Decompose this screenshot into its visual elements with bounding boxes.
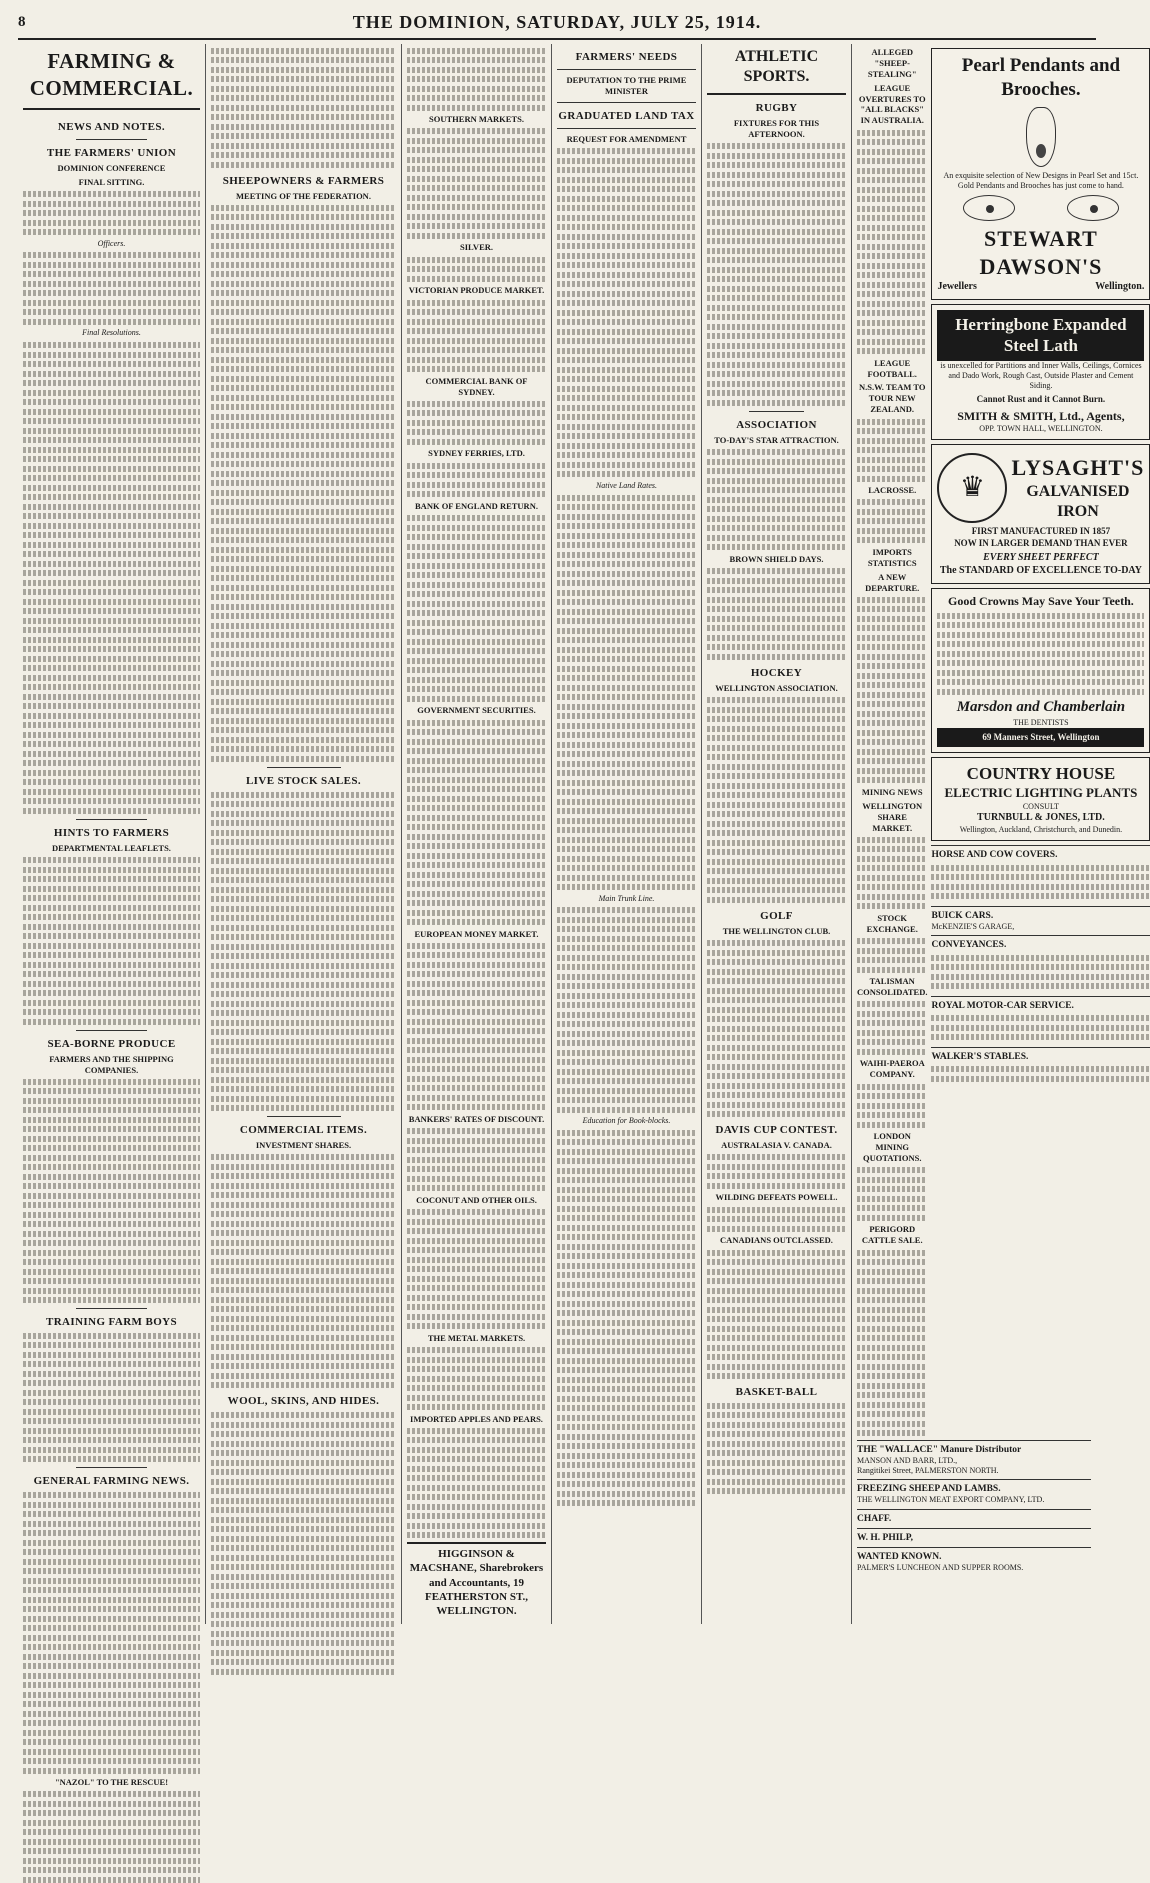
article-text — [557, 1130, 696, 1507]
european-heading: EUROPEAN MONEY MARKET. — [414, 928, 539, 939]
article-text — [707, 1154, 846, 1189]
wellington-club-heading: THE WELLINGTON CLUB. — [722, 925, 831, 936]
dental-ad — [931, 588, 1150, 753]
classified-walker — [931, 1047, 1150, 1089]
iron: IRON — [1057, 503, 1099, 521]
talisman-heading: TALISMAN CONSOLIDATED. — [857, 976, 928, 997]
classified-conveyances — [931, 935, 1150, 996]
column-athletic — [702, 44, 852, 1624]
association-heading: ASSOCIATION — [736, 418, 817, 431]
royal-motor-heading: ROYAL MOTOR-CAR SERVICE. — [931, 1000, 1074, 1011]
turnbull-name: TURNBULL & JONES, LTD. — [977, 811, 1105, 823]
sheepowners-heading: SHEEPOWNERS & FARMERS — [222, 174, 385, 187]
securities-table — [407, 720, 546, 926]
masthead-title: THE DOMINION, SATURDAY, JULY 25, 1914. — [352, 11, 762, 32]
canadians-heading: CANADIANS OUTCLASSED. — [720, 1235, 833, 1246]
alleged-heading: ALLEGED "SHEEP-STEALING" — [867, 47, 917, 79]
article-text — [707, 940, 846, 1117]
classified-philp — [857, 1528, 1091, 1547]
standard: The STANDARD OF EXCELLENCE TO-DAY — [939, 565, 1142, 577]
turnbull-address: Wellington, Auckland, Christchurch, and Dunedin. — [959, 824, 1123, 834]
article-text — [707, 1403, 846, 1495]
first-made: FIRST MANUFACTURED IN 1857 — [971, 526, 1111, 537]
imports-subheading: A NEW DEPARTURE. — [865, 571, 920, 593]
lysaght-brand — [1011, 454, 1144, 523]
officers-heading: Officers. — [97, 238, 126, 248]
article-text — [23, 252, 200, 325]
article-text — [407, 1428, 546, 1539]
article-text — [557, 495, 696, 891]
wool-heading: WOOL, SKINS, AND HIDES. — [227, 1395, 380, 1408]
divider — [557, 128, 696, 129]
sheepowners-subheading: MEETING OF THE FEDERATION. — [236, 190, 371, 201]
hints-heading: HINTS TO FARMERS — [53, 826, 170, 839]
coconut-heading: COCONUT AND OTHER OILS. — [416, 1194, 537, 1205]
page-number: 8 — [18, 13, 26, 30]
wanted-heading: WANTED KNOWN. — [857, 1551, 942, 1562]
article-text — [23, 342, 200, 814]
meat-export: THE WELLINGTON MEAT EXPORT COMPANY, LTD. — [857, 1495, 1045, 1505]
article-text — [857, 499, 927, 543]
article-text — [407, 943, 546, 1111]
column-markets — [402, 44, 552, 1624]
article-text — [211, 792, 396, 1112]
wallace-heading: THE "WALLACE" Manure Distributor — [857, 1444, 1022, 1455]
consult-label: CONSULT — [1022, 801, 1059, 811]
article-text — [211, 205, 396, 762]
pearl-ad-text: An exquisite selection of New Designs in Pearl Set and 15ct. Gold Pendants and Brooches has just come to hand. — [943, 170, 1139, 190]
star-attraction-heading: TO-DAY'S STAR ATTRACTION. — [714, 434, 839, 445]
higginson-footer: HIGGINSON & MACSHANE, Sharebrokers and Accountants, 19 FEATHERSTON ST., WELLINGTON. — [407, 1542, 546, 1617]
davis-cup-heading: DAVIS CUP CONTEST. — [715, 1124, 838, 1136]
wellington-assoc-heading: WELLINGTON ASSOCIATION. — [715, 682, 838, 693]
herringbone-text: is unexcelled for Partitions and Inner Walls, Ceilings, Cornices and Dado Work, Rough Cast, Outside Plaster and Cement Siding. — [940, 361, 1142, 391]
article-text — [857, 130, 927, 355]
column-sheepowners — [206, 44, 402, 1624]
galvanised: GALVANISED — [1026, 482, 1130, 500]
electric-lighting: ELECTRIC LIGHTING PLANTS — [944, 785, 1138, 801]
perigord-heading: PERIGORD CATTLE SALE. — [861, 1224, 923, 1246]
news-heading: NEWS AND NOTES. — [57, 120, 166, 133]
dentists-label: THE DENTISTS — [1013, 717, 1069, 727]
lower-ads — [857, 1440, 1091, 1577]
classified-freezing — [857, 1479, 1091, 1508]
request-heading: REQUEST FOR AMENDMENT — [566, 133, 687, 144]
smith-address: OPP. TOWN HALL, WELLINGTON. — [979, 424, 1103, 434]
article-text — [707, 1250, 846, 1380]
lacrosse-heading: LACROSSE. — [868, 485, 917, 495]
bank-england-heading: BANK OF ENGLAND RETURN. — [415, 500, 538, 511]
imported-heading: IMPORTED APPLES AND PEARS. — [410, 1413, 543, 1424]
palmers: PALMER'S LUNCHEON AND SUPPER ROOMS. — [857, 1562, 1024, 1572]
top-split — [857, 44, 1145, 1440]
column-ads — [852, 44, 1145, 1624]
davis-cup-subheading: AUSTRALASIA V. CANADA. — [721, 1140, 832, 1151]
herringbone-ad — [931, 304, 1150, 441]
manson-name: MANSON AND BARR, LTD., — [857, 1455, 958, 1465]
divider — [76, 819, 147, 820]
basketball-heading: BASKET-BALL — [735, 1386, 818, 1399]
article-text — [707, 143, 846, 406]
lower-left-ads — [857, 1440, 1091, 1577]
seaborne-subheading: FARMERS AND THE SHIPPING COMPANIES. — [49, 1053, 174, 1075]
training-heading: TRAINING FARM BOYS — [45, 1316, 178, 1329]
pearl-ad-title: Pearl Pendants and Brooches. — [961, 55, 1121, 101]
victorian-heading: VICTORIAN PRODUCE MARKET. — [408, 285, 545, 296]
education-heading: Education for Book-blocks. — [582, 1116, 671, 1126]
live-stock-heading: LIVE STOCK SALES. — [245, 774, 362, 787]
nazol-line: "NAZOL" TO THE RESCUE! — [54, 1777, 169, 1788]
article-text — [707, 449, 846, 550]
masthead — [18, 6, 1096, 40]
ads-column — [931, 44, 1150, 1440]
final-resolutions-heading: Final Resolutions. — [82, 328, 141, 338]
article-text — [23, 1079, 200, 1304]
stewart-brand: STEWART DAWSON'S — [979, 225, 1103, 279]
divider — [557, 102, 696, 103]
lysaght-header — [937, 450, 1144, 526]
marsdon-name: Marsdon and Chamberlain — [956, 699, 1126, 716]
horse-heading: HORSE AND COW COVERS. — [931, 849, 1058, 860]
classified-royal-motor — [931, 996, 1150, 1047]
divider — [749, 411, 805, 412]
article-text — [407, 300, 546, 373]
nsw-team-heading: N.S.W. TEAM TO TOUR NEW ZEALAND. — [858, 382, 926, 415]
article-text — [707, 1207, 846, 1232]
herringbone-title: Herringbone Expanded Steel Lath — [937, 310, 1144, 362]
article-text — [857, 1250, 927, 1437]
article-text — [407, 257, 546, 282]
metal-heading: THE METAL MARKETS. — [427, 1332, 526, 1343]
article-text — [857, 1167, 927, 1221]
brooch-icon — [963, 195, 1015, 221]
lysaght-ad — [931, 444, 1150, 584]
final-sitting-heading: FINAL SITTING. — [78, 176, 145, 187]
article-text — [557, 148, 696, 477]
lysaght-name: LYSAGHT'S — [1011, 454, 1145, 480]
general-heading: GENERAL FARMING NEWS. — [33, 1475, 190, 1488]
article-text — [23, 1333, 200, 1463]
rugby-heading: RUGBY — [755, 101, 798, 114]
conveyances-heading: CONVEYANCES. — [931, 939, 1007, 950]
mckenzie: McKENZIE'S GARAGE, — [931, 921, 1015, 931]
stock-exchange-heading: STOCK EXCHANGE. — [866, 912, 918, 934]
article-text — [211, 1412, 396, 1675]
bank-return-table — [407, 515, 546, 702]
article-text — [23, 1492, 200, 1774]
ad-text — [931, 865, 1150, 900]
divider — [76, 1467, 147, 1468]
ad-text — [931, 1015, 1150, 1040]
demand: NOW IN LARGER DEMAND THAN EVER — [954, 537, 1128, 548]
crowns-title: Good Crowns May Save Your Teeth. — [948, 593, 1134, 608]
divider — [76, 139, 147, 140]
divider — [267, 1116, 341, 1117]
article-text — [857, 419, 927, 482]
commercial-heading: COMMERCIAL ITEMS. — [239, 1124, 368, 1137]
article-text — [407, 463, 546, 498]
smith-agents: SMITH & SMITH, Ltd., Agents, — [957, 408, 1125, 423]
divider — [557, 69, 696, 70]
league-subheading: LEAGUE OVERTURES TO "ALL BLACKS" IN AUSTRALIA. — [858, 82, 926, 126]
farmers-needs-heading: FARMERS' NEEDS — [575, 51, 678, 63]
investment-subheading: INVESTMENT SHARES. — [255, 1140, 352, 1151]
sports-news-column — [857, 44, 927, 1440]
imports-heading: IMPORTS STATISTICS — [867, 546, 917, 568]
article-text — [211, 48, 396, 168]
section-title: FARMING & COMMERCIAL. — [23, 44, 200, 110]
league-football-heading: LEAGUE FOOTBALL. — [867, 357, 917, 379]
hockey-heading: HOCKEY — [750, 666, 803, 679]
leaflets-heading: DEPARTMENTAL LEAFLETS. — [52, 842, 171, 853]
share-table — [211, 1154, 396, 1388]
every-sheet: EVERY SHEET PERFECT — [983, 552, 1099, 564]
main-trunk-heading: Main Trunk Line. — [598, 893, 655, 903]
classified-buick — [931, 906, 1150, 935]
wilding-heading: WILDING DEFEATS POWELL. — [715, 1192, 838, 1203]
article-text — [23, 191, 200, 235]
article-text — [407, 128, 546, 239]
article-text — [407, 1209, 546, 1329]
mining-subheading: WELLINGTON SHARE MARKET. — [862, 800, 923, 833]
article-text — [407, 1128, 546, 1191]
bankers-heading: BANKERS' RATES OF DISCOUNT. — [408, 1113, 545, 1124]
divider — [267, 767, 341, 768]
article-text — [857, 938, 927, 973]
commercial-bank-heading: COMMERCIAL BANK OF SYDNEY. — [425, 375, 528, 397]
electric-ad — [931, 757, 1150, 841]
brooch-icon — [1067, 195, 1119, 221]
deputation-heading: DEPUTATION TO THE PRIME MINISTER — [566, 75, 687, 96]
golf-heading: GOLF — [760, 909, 793, 922]
columns — [18, 44, 1145, 1788]
manson-address: Rangitikei Street, PALMERSTON NORTH. — [857, 1465, 999, 1475]
london-mining-heading: LONDON MINING QUOTATIONS. — [862, 1131, 922, 1163]
seaborne-heading: SEA-BORNE PRODUCE — [47, 1037, 176, 1050]
brooch-illustration — [937, 195, 1144, 221]
freezing-heading: FREEZING SHEEP AND LAMBS. — [857, 1484, 1001, 1495]
marsdon-address: 69 Manners Street, Wellington — [937, 728, 1144, 748]
country-house: COUNTRY HOUSE — [966, 764, 1116, 784]
article-text — [707, 568, 846, 660]
cannot-rust: Cannot Rust and it Cannot Burn. — [976, 394, 1106, 405]
column-farmers-needs — [552, 44, 702, 1624]
jewellery-illustration — [937, 107, 1144, 167]
classified-wallace — [857, 1440, 1091, 1480]
fixtures-heading: FIXTURES FOR THIS AFTERNOON. — [733, 118, 820, 139]
graduated-heading: GRADUATED LAND TAX — [558, 109, 695, 122]
native-land-heading: Native Land Rates. — [595, 480, 658, 490]
article-text — [23, 1791, 200, 1883]
divider — [76, 1308, 147, 1309]
article-text — [857, 1084, 927, 1128]
classified-chaff — [857, 1509, 1091, 1528]
buick-heading: BUICK CARS. — [931, 910, 994, 921]
article-text — [407, 48, 546, 111]
silver-heading: SILVER. — [460, 242, 493, 253]
article-text — [407, 401, 546, 445]
article-text — [857, 597, 927, 784]
stewart-sub: Jewellers — [937, 280, 977, 292]
brown-shield-heading: BROWN SHIELD DAYS. — [729, 553, 824, 564]
chaff-heading: CHAFF. — [857, 1513, 892, 1524]
divider — [76, 1030, 147, 1031]
union-heading: THE FARMERS' UNION — [46, 146, 177, 159]
stewart-city: Wellington. — [1095, 280, 1145, 292]
southern-markets-heading: SOUTHERN MARKETS. — [429, 114, 524, 124]
pearl-ad — [931, 48, 1150, 300]
pendant-icon — [1026, 107, 1056, 167]
sydney-ferries-heading: SYDNEY FERRIES, LTD. — [428, 448, 525, 459]
waihi-heading: WAIHI-PAEROA COMPANY. — [859, 1058, 925, 1080]
walker-heading: WALKER'S STABLES. — [931, 1051, 1029, 1062]
article-text — [557, 907, 696, 1113]
article-text — [407, 1347, 546, 1410]
crown-icon: ♛ — [937, 453, 1007, 523]
stewart-footer — [937, 281, 1144, 294]
philp-heading: W. H. PHILP, — [857, 1532, 914, 1543]
athletic-heading: ATHLETIC SPORTS. — [707, 44, 846, 95]
column-farming — [18, 44, 206, 1788]
article-text — [857, 837, 927, 910]
govt-securities-heading: GOVERNMENT SECURITIES. — [417, 705, 536, 716]
classified-wanted — [857, 1547, 1091, 1576]
ad-text — [931, 955, 1150, 990]
ad-text — [937, 613, 1144, 695]
article-text — [707, 697, 846, 903]
article-text — [857, 1001, 927, 1055]
classified-horse — [931, 845, 1150, 906]
ad-text — [931, 1066, 1150, 1082]
mining-heading: MINING NEWS — [861, 786, 923, 797]
union-subheading: DOMINION CONFERENCE — [57, 162, 166, 173]
article-text — [23, 857, 200, 1025]
